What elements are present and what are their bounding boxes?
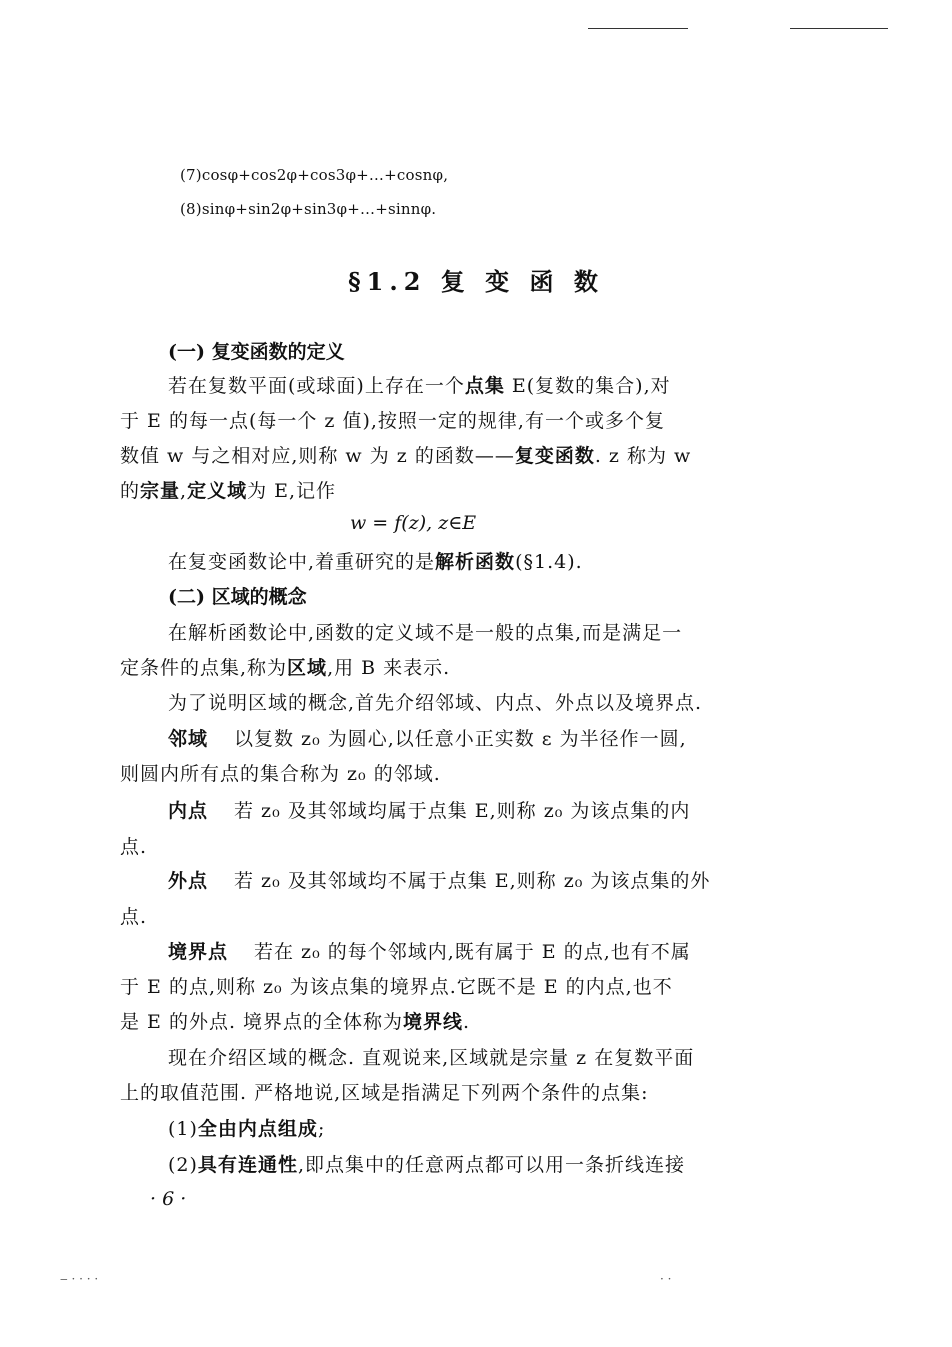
condition-2: (2)具有连通性,即点集中的任意两点都可以用一条折线连接	[168, 1154, 685, 1176]
analytic-sentence: 在复变函数论中,着重研究的是解析函数(§1.4).	[168, 551, 583, 573]
concepts-intro: 为了说明区域的概念,首先介绍邻域、内点、外点以及境界点.	[168, 692, 703, 714]
term-complex-function: 复变函数	[514, 445, 595, 467]
interior-line-2: 点.	[120, 836, 148, 858]
boundary-line-3: 是 E 的外点. 境界点的全体称为境界线.	[120, 1011, 471, 1033]
exercise-8: (8)sinφ+sin2φ+sin3φ+…+sinnφ.	[180, 200, 437, 218]
neighborhood-line-1: 邻域 以复数 z₀ 为圆心,以任意小正实数 ε 为半径作一圆,	[168, 728, 687, 750]
subsection-2-heading: (二) 区域的概念	[168, 586, 307, 608]
definition-line-2: 于 E 的每一点(每一个 z 值),按照一定的规律,有一个或多个复	[120, 410, 665, 432]
definition-line-3: 数值 w 与之相对应,则称 w 为 z 的函数——复变函数. z 称为 w	[120, 445, 692, 467]
header-rule-left	[588, 28, 688, 29]
interior-line-1: 内点 若 z₀ 及其邻域均属于点集 E,则称 z₀ 为该点集的内	[168, 800, 691, 822]
term-interior-point: 内点	[168, 800, 209, 822]
term-neighborhood: 邻域	[168, 728, 209, 750]
neighborhood-line-2: 则圆内所有点的集合称为 z₀ 的邻域.	[120, 763, 441, 785]
condition-1: (1)全由内点组成;	[168, 1118, 326, 1140]
term-exterior-point: 外点	[168, 870, 209, 892]
region-def-line-1: 现在介绍区域的概念. 直观说来,区域就是宗量 z 在复数平面	[168, 1047, 695, 1069]
term-argument: 宗量	[140, 480, 181, 502]
exterior-line-1: 外点 若 z₀ 及其邻域均不属于点集 E,则称 z₀ 为该点集的外	[168, 870, 711, 892]
definition-line-1: 若在复数平面(或球面)上存在一个点集 E(复数的集合),对	[168, 375, 671, 397]
function-formula: w = f(z), z∈E	[350, 512, 477, 534]
scan-specks-right: · ·	[660, 1272, 672, 1286]
subsection-1-heading: (一) 复变函数的定义	[168, 341, 345, 363]
page-number: · 6 ·	[150, 1188, 187, 1210]
exterior-line-2: 点.	[120, 906, 148, 928]
region-line-2: 定条件的点集,称为区域,用 B 来表示.	[120, 657, 451, 679]
region-def-line-2: 上的取值范围. 严格地说,区域是指满足下列两个条件的点集:	[120, 1082, 649, 1104]
term-analytic-function: 解析函数	[435, 551, 516, 573]
boundary-line-1: 境界点 若在 z₀ 的每个邻域内,既有属于 E 的点,也有不属	[168, 941, 691, 963]
definition-line-4: 的宗量,定义域为 E,记作	[120, 480, 337, 502]
term-region: 区域	[287, 657, 328, 679]
term-boundary-point: 境界点	[168, 941, 229, 963]
scan-specks-left: ‒ · · · ·	[60, 1272, 99, 1286]
header-rule-right	[790, 28, 888, 29]
term-domain: 定义域	[187, 480, 248, 502]
term-connectedness: 连通性	[237, 1154, 298, 1176]
boundary-line-2: 于 E 的点,则称 z₀ 为该点集的境界点.它既不是 E 的内点,也不	[120, 976, 673, 998]
exercise-7: (7)cosφ+cos2φ+cos3φ+…+cosnφ,	[180, 166, 449, 184]
region-line-1: 在解析函数论中,函数的定义域不是一般的点集,而是满足一	[168, 622, 683, 644]
term-point-set: 点集	[464, 375, 505, 397]
term-all-interior: 全由内点组成	[197, 1118, 318, 1140]
term-boundary-line: 境界线	[403, 1011, 464, 1033]
section-title: §1.2 复 变 函 数	[348, 267, 604, 296]
